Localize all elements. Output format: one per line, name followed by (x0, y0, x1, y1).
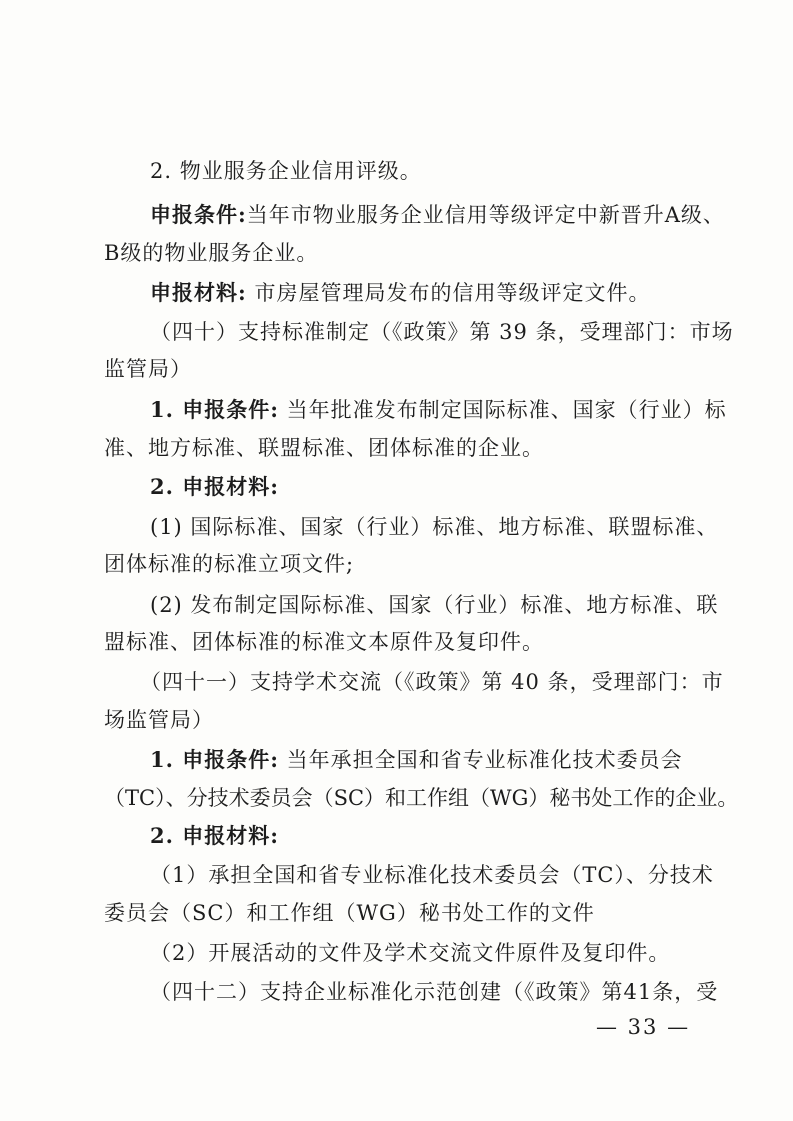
item-paragraph: 1. 申报条件: 当年批准发布制定国际标准、国家（行业）标 (150, 397, 727, 422)
label-bold: 申报条件: (150, 202, 247, 227)
label-bold: 申报材料: (150, 280, 247, 305)
item-heading: 2. 申报材料: (150, 474, 279, 499)
item-heading: 2. 申报材料: (150, 823, 279, 848)
item-paragraph: （2）开展活动的文件及学术交流文件原件及复印件。 (150, 941, 671, 965)
item-continuation: 准、地方标准、联盟标准、团体标准的企业。 (104, 436, 544, 460)
item-paragraph: 申报条件:当年市物业服务企业信用等级评定中新晋升A级、 (150, 202, 725, 227)
item-paragraph: (2) 发布制定国际标准、国家（行业）标准、地方标准、联 (150, 593, 719, 617)
item-paragraph: (1) 国际标准、国家（行业）标准、地方标准、联盟标准、 (150, 515, 719, 539)
item-continuation: （TC）、分技术委员会（SC）和工作组（WG）秘书处工作的企业。 (104, 786, 739, 810)
item-paragraph: 1. 申报条件: 当年承担全国和省专业标准化技术委员会 (150, 747, 683, 772)
item-paragraph: （1）承担全国和省专业标准化技术委员会（TC）、分技术 (150, 863, 714, 887)
item-heading: 2. 物业服务企业信用评级。 (150, 159, 422, 183)
page-number: — 33 — (596, 1015, 691, 1039)
section-heading: （四十二）支持企业标准化示范创建（《政策》第41条，受 (150, 980, 719, 1004)
label-bold: 1. 申报条件: (150, 747, 279, 772)
section-heading-continuation: 场监管局） (104, 708, 214, 732)
section-heading: （四十一）支持学术交流（《政策》第 40 条，受理部门：市 (140, 670, 724, 694)
section-heading: （四十）支持标准制定（《政策》第 39 条，受理部门：市场 (150, 320, 734, 344)
item-paragraph: 申报材料: 市房屋管理局发布的信用等级评定文件。 (150, 280, 651, 305)
section-heading-continuation: 监管局） (104, 357, 192, 381)
label-bold: 1. 申报条件: (150, 397, 279, 422)
item-continuation: B级的物业服务企业。 (104, 241, 319, 265)
item-continuation: 委员会（SC）和工作组（WG）秘书处工作的文件 (104, 901, 595, 925)
item-continuation: 盟标准、团体标准的标准文本原件及复印件。 (104, 630, 544, 654)
item-continuation: 团体标准的标准立项文件; (104, 552, 355, 576)
